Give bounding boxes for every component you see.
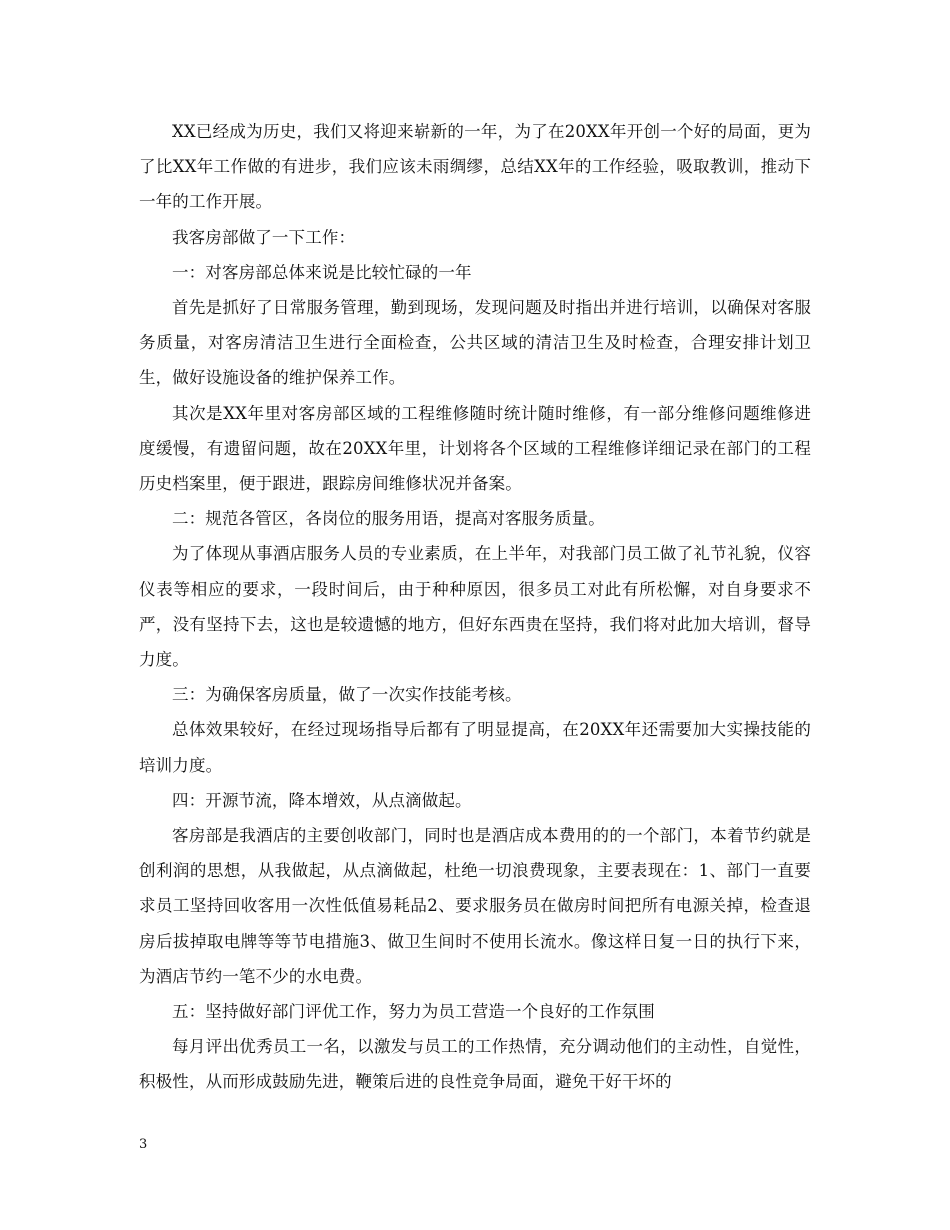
section-heading-3: 三：为确保客房质量，做了一次实作技能考核。: [172, 685, 522, 705]
section-heading-5: 五：坚持做好部门评优工作，努力为员工营造一个良好的工作氛围: [172, 1002, 655, 1022]
body-paragraph: 每月评出优秀员工一名，以激发与员工的工作热情，充分调动他们的主动性，自觉性，积极性，从而形成鼓励先进，鞭策后进的良性竞争局面，避免干好干坏的: [139, 1037, 811, 1092]
body-paragraph: 为了体现从事酒店服务人员的专业素质，在上半年，对我部门员工做了礼节礼貌，仪容仪表等相应的要求，一段时间后，由于种种原因，很多员工对此有所松懈，对自身要求不严，没有坚持下去，这也是较遗憾的地方，但好东西贵在坚持，我们将对此加大培训，督导力度。: [139, 544, 811, 670]
body-paragraph: 首先是抓好了日常服务管理，勤到现场，发现问题及时指出并进行培训，以确保对客服务质量，对客房清洁卫生进行全面检查，公共区域的清洁卫生及时检查，合理安排计划卫生，做好设施设备的维护保养工作。: [139, 298, 811, 388]
document-body: [139, 114, 811, 1100]
page-number: 3: [139, 1137, 148, 1152]
body-paragraph: 其次是XX年里对客房部区域的工程维修随时统计随时维修，有一部分维修问题维修进度缓慢，有遗留问题，故在20XX年里，计划将各个区域的工程维修详细记录在部门的工程历史档案里，便于跟进，跟踪房间维修状况并备案。: [139, 403, 811, 494]
work-summary-lead: 我客房部做了一下工作：: [172, 227, 356, 247]
body-paragraph: 客房部是我酒店的主要创收部门，同时也是酒店成本费用的的一个部门，本着节约就是创利润的思想，从我做起，从点滴做起，杜绝一切浪费现象，主要表现在：1、部门一直要求员工坚持回收客用一次性低值易耗品2、要求服务员在做房时间把所有电源关掉，检查退房后拔掉取电牌等等节电措施3、做卫生间时不使用长流水。像这样日复一日的执行下来，为酒店节约一笔不少的水电费。: [139, 826, 811, 986]
section-heading-2: 二：规范各管区，各岗位的服务用语，提高对客服务质量。: [172, 509, 605, 529]
section-heading-4: 四：开源节流，降本增效，从点滴做起。: [172, 790, 472, 810]
intro-paragraph: XX已经成为历史，我们又将迎来崭新的一年，为了在20XX年开创一个好的局面，更为了比XX年工作做的有进步，我们应该未雨绸缪，总结XX年的工作经验，吸取教训，推动下一年的工作开展。: [139, 122, 811, 212]
body-paragraph: 总体效果较好，在经过现场指导后都有了明显提高，在20XX年还需要加大实操技能的培训力度。: [139, 720, 811, 775]
section-heading-1: 一：对客房部总体来说是比较忙碌的一年: [172, 262, 472, 282]
